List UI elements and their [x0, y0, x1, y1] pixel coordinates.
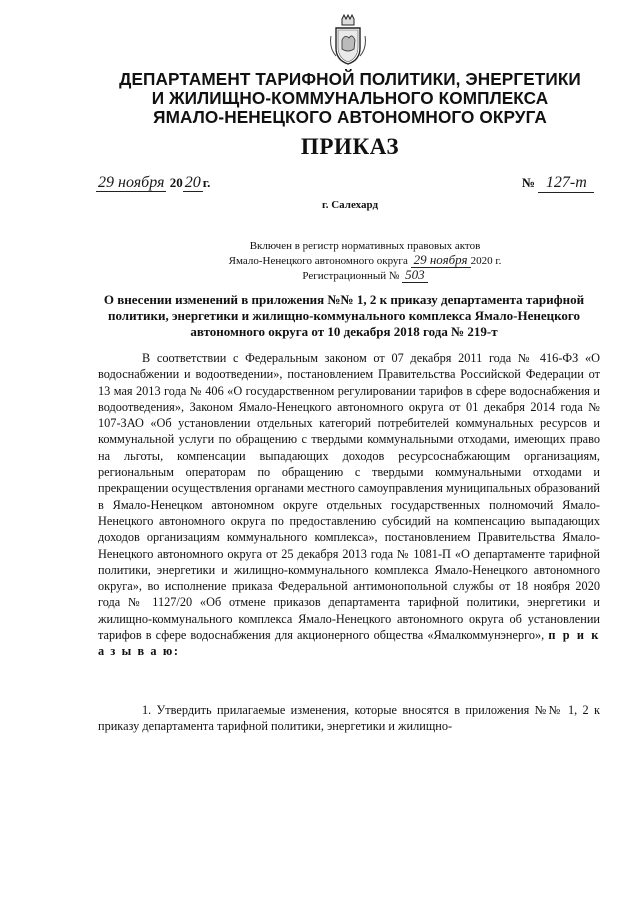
department-name-line-3: ЯМАЛО-НЕНЕЦКОГО АВТОНОМНОГО ОКРУГА: [153, 107, 547, 127]
preamble-text: В соответствии с Федеральным законом от 07 декабря 2011 года № 416-ФЗ «О водоснабжении и водоотведении», постановлением Правительства Российской Федерации от 13 мая 2013 года № 406 «О государственном регулировании тарифов в сфере водоснабжения и водоотведения», Законом Ямало-Ненецкого автономного округа от 01 декабря 2014 года № 107-ЗАО «Об установлении отдельных категорий потребителей коммунальных ресурсов и коммунальной услуги по обращению с твердыми коммунальными отходами, имеющих право на льготы, компенсации выпадающих доходов ресурсоснабжающим организациям, региональным операторам по обращению с твердыми коммунальными отходами и прекращении осуществления органами местного самоуправления муниципальных образований в Ямало-Ненецком автономном округе отдельных государственных полномочий Ямало-Ненецкого автономного округа по предоставлению субсидий на компенсацию выпадающих доходов организациям коммунального комплекса», постановлением Правительства Ямало-Ненецкого автономного округа от 25 декабря 2013 года № 1081-П «О департаменте тарифной политики, энергетики и жилищно-коммунального комплекса Ямало-Ненецкого автономного округа», во исполнение приказа Федеральной антимонопольной службы от 18 ноября 2020 года № 1127/20 «Об отмене приказов департамента тарифной политики, энергетики и жилищно-коммунального комплекса Ямало-Ненецкого автономного округа об установлении тарифов в сфере водоснабжения для акционерного общества «Ямалкоммунэнерго»,: [98, 351, 600, 643]
document-type-title: ПРИКАЗ: [300, 134, 400, 159]
order-item-1: 1. Утвердить прилагаемые изменения, которые вносятся в приложения №№ 1, 2 к приказу департамента тарифной политики, энергетики и жилищно-: [98, 703, 600, 734]
registry-line-3: Регистрационный № 503: [130, 268, 600, 283]
registry-line-1: Включен в регистр нормативных правовых актов: [249, 240, 481, 252]
department-name-line-1: ДЕПАРТАМЕНТ ТАРИФНОЙ ПОЛИТИКИ, ЭНЕРГЕТИКИ: [119, 69, 581, 89]
registry-line-2: Ямало-Ненецкого автономного округа 29 ноября 2020 г.: [228, 252, 502, 267]
year-suffix: г.: [202, 175, 211, 190]
number-label: №: [522, 175, 536, 190]
registry-handwritten-date: 29 ноября: [411, 252, 471, 268]
preamble-paragraph: [98, 350, 600, 660]
order-subject: О внесении изменений в приложения №№ 1, 2 к приказу департамента тарифной политики, энергетики и жилищно-коммунального комплекса Ямало-Ненецкого автономного округа от 10 декабря 2018 года № 219-т: [103, 292, 585, 339]
coat-of-arms-icon: [329, 14, 367, 66]
registry-stamp: [130, 240, 600, 283]
handwritten-year: 20: [184, 174, 201, 191]
order-number: [522, 174, 594, 193]
order-date: [96, 174, 210, 192]
year-prefix: 20: [169, 175, 183, 190]
handwritten-order-number: 127-т: [538, 174, 594, 193]
department-name-line-2: И ЖИЛИЩНО-КОММУНАЛЬНОГО КОМПЛЕКСА: [151, 88, 549, 108]
city-name: г. Салехард: [321, 199, 379, 211]
registry-handwritten-number: 503: [402, 267, 428, 283]
command-word: п р и к а з ы в а ю:: [98, 628, 600, 659]
handwritten-date: 29 ноября: [98, 174, 165, 191]
